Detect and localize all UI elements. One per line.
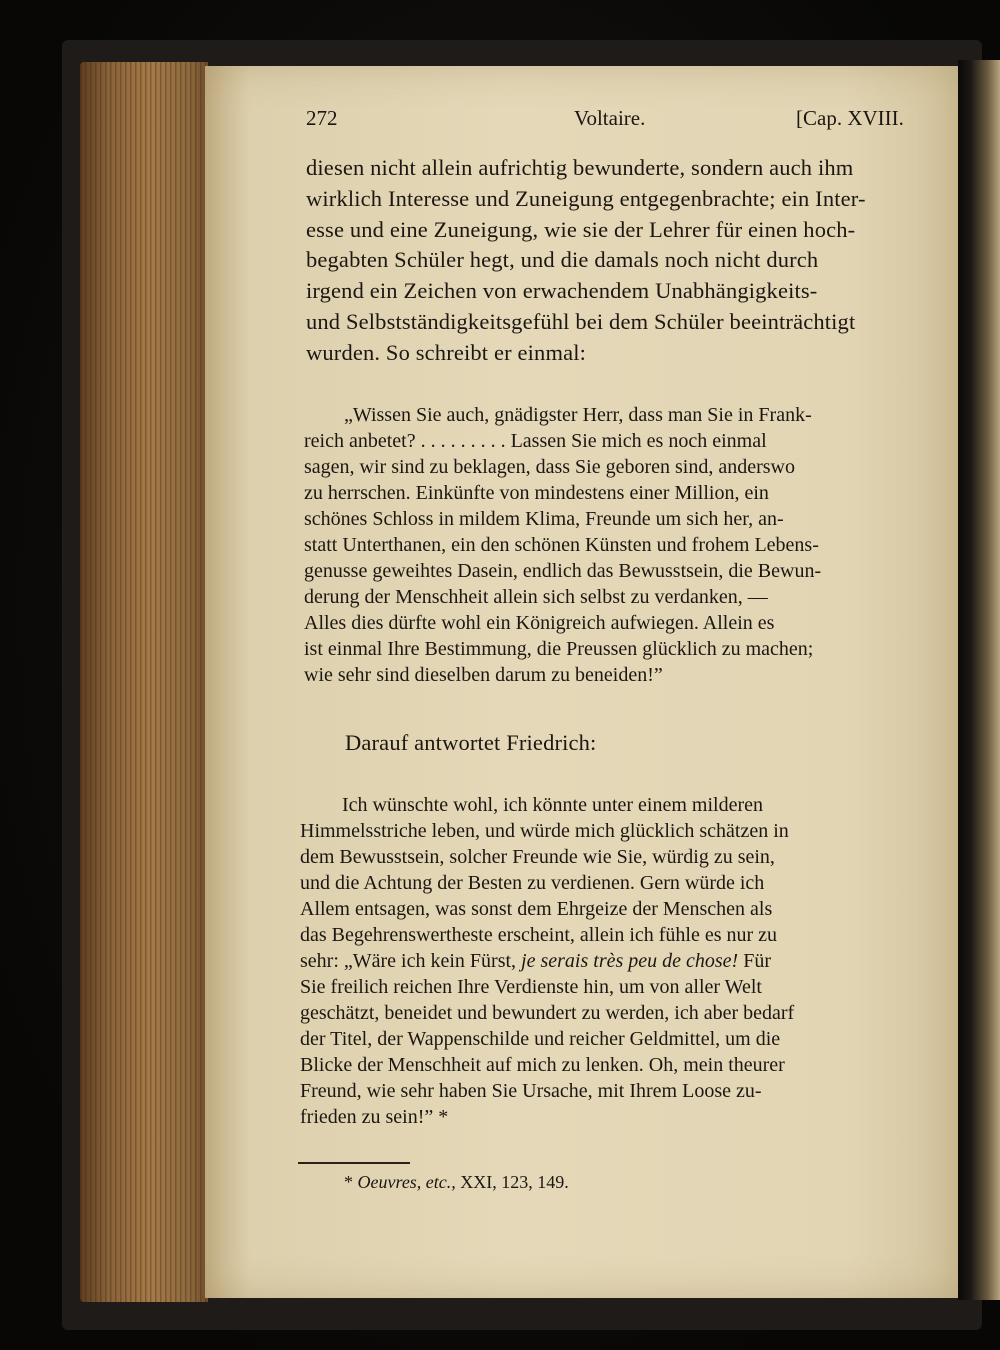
page-edges: [80, 62, 208, 1302]
quote-line: reich anbetet? . . . . . . . . . Lassen Sie mich es noch einmal: [304, 430, 767, 452]
quote-line: Allem entsagen, was sonst dem Ehrgeize der Menschen als: [300, 898, 773, 920]
text-line: irgend ein Zeichen von erwachendem Unabhängigkeits-: [306, 278, 818, 303]
quote-line: das Begehrenswertheste erscheint, allein ich fühle es nur zu: [300, 924, 778, 946]
footnote-rule: [298, 1162, 410, 1164]
quote-line: Freund, wie sehr haben Sie Ursache, mit Ihrem Loose zu-: [300, 1080, 762, 1102]
book-gutter: [958, 60, 1000, 1300]
page-number: 272: [306, 106, 338, 130]
quote-line: geschätzt, beneidet und bewundert zu werden, ich aber bedarf: [300, 1002, 795, 1024]
quote-line: Himmelsstriche leben, und würde mich glücklich schätzen in: [300, 820, 789, 842]
text-line: wirklich Interesse und Zuneigung entgegenbrachte; ein Inter-: [306, 186, 866, 211]
running-title: Voltaire.: [574, 106, 646, 130]
quote-line: wie sehr sind dieselben darum zu beneiden!”: [304, 664, 663, 686]
quote-line: schönes Schloss in mildem Klima, Freunde um sich her, an-: [304, 508, 784, 530]
quote-line: derung der Menschheit allein sich selbst zu verdanken, —: [304, 586, 768, 608]
french-phrase: je serais très peu de chose!: [521, 950, 739, 972]
quote-line: statt Unterthanen, ein den schönen Künsten und frohem Lebens-: [304, 534, 819, 556]
quote-line: und die Achtung der Besten zu verdienen. Gern würde ich: [300, 872, 765, 894]
footnote-reference: XXI, 123, 149.: [460, 1172, 569, 1192]
quote-line: der Titel, der Wappenschilde und reicher Geldmittel, um die: [300, 1028, 781, 1050]
text-line: diesen nicht allein aufrichtig bewunderte, sondern auch ihm: [306, 155, 854, 180]
text-line: esse und eine Zuneigung, wie sie der Lehrer für einen hoch-: [306, 217, 856, 242]
chapter-label: [Cap. XVIII.: [796, 106, 904, 130]
text-line: begabten Schüler hegt, und die damals noch nicht durch: [306, 247, 819, 272]
footnote-source: Oeuvres, etc.,: [357, 1172, 456, 1192]
quote-line: Blicke der Menschheit auf mich zu lenken. Oh, mein theurer: [300, 1054, 785, 1076]
quote-line: sehr: „Wäre ich kein Fürst, je serais très peu de chose! Für: [300, 950, 772, 972]
quote-line: Ich wünschte wohl, ich könnte unter einem milderen: [342, 794, 763, 816]
quote-line: genusse geweihtes Dasein, endlich das Bewusstsein, die Bewun-: [304, 560, 822, 582]
intro-line: Darauf antwortet Friedrich:: [345, 730, 597, 755]
quote-line: sagen, wir sind zu beklagen, dass Sie geboren sind, anderswo: [304, 456, 795, 478]
quote-line: Sie freilich reichen Ihre Verdienste hin, um von aller Welt: [300, 976, 762, 998]
footnote-marker: *: [344, 1172, 353, 1192]
text-line: wurden. So schreibt er einmal:: [306, 340, 587, 365]
text-line: und Selbstständigkeitsgefühl bei dem Schüler beeinträchtigt: [306, 309, 856, 334]
quote-line: ist einmal Ihre Bestimmung, die Preussen glücklich zu machen;: [304, 638, 814, 660]
quote-line: frieden zu sein!” *: [300, 1106, 449, 1128]
quote-line: „Wissen Sie auch, gnädigster Herr, dass man Sie in Frank-: [344, 404, 812, 426]
quote-line: dem Bewusstsein, solcher Freunde wie Sie, würdig zu sein,: [300, 846, 775, 868]
running-header: [0, 106, 1000, 134]
quote-line: zu herrschen. Einkünfte von mindestens einer Million, ein: [304, 482, 769, 504]
footnote: [344, 1172, 569, 1193]
quote-line: Alles dies dürfte wohl ein Königreich aufwiegen. Allein es: [304, 612, 775, 634]
